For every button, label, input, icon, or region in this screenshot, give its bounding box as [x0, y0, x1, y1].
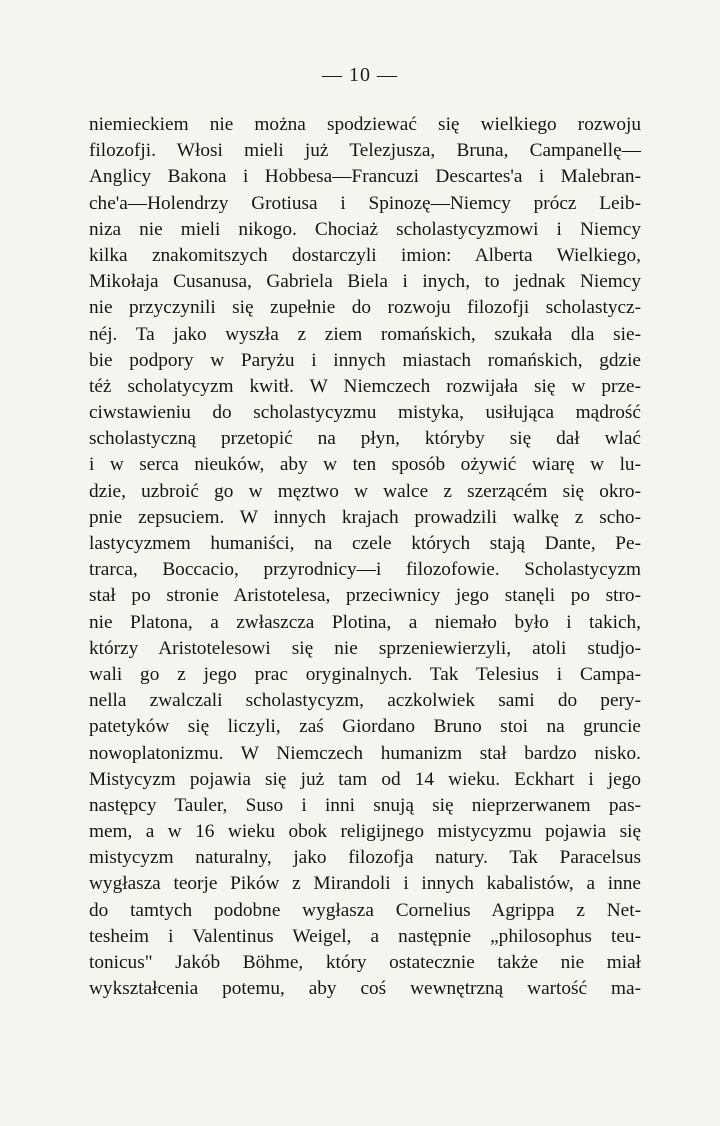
text-line: i w serca nieuków, aby w ten sposób ożywić wiarę w lu-: [89, 454, 641, 476]
text-line: którzy Aristotelesowi się nie sprzeniewierzyli, atoli studjo-: [89, 637, 641, 659]
text-line: kilka znakomitszych dostarczyli imion: Alberta Wielkiego,: [89, 244, 641, 266]
body-text: [89, 112, 641, 1002]
text-line: niemieckiem nie można spodziewać się wielkiego rozwoju: [89, 114, 641, 135]
text-line: niza nie mieli nikogo. Chociaż scholastycyzmowi i Niemcy: [89, 218, 641, 240]
text-line: Anglicy Bakona i Hobbesa—Francuzi Descartes'a i Malebran-: [89, 166, 641, 188]
text-line: nowoplatonizmu. W Niemczech humanizm stał bardzo nisko.: [89, 742, 641, 764]
text-line: tesheim i Valentinus Weigel, a następnie „philosophus teu-: [89, 925, 641, 947]
text-line: Mikołaja Cusanusa, Gabriela Biela i inych, to jednak Niemcy: [89, 271, 641, 293]
text-line: tonicus" Jakób Böhme, który ostatecznie także nie miał: [89, 952, 641, 973]
text-line: bie podpory w Paryżu i innych miastach romańskich, gdzie: [89, 349, 641, 371]
text-line: stał po stronie Aristotelesa, przeciwnicy jego stanęli po stro-: [89, 585, 641, 607]
text-line: nella zwalczali scholastycyzm, aczkolwiek sami do pery-: [89, 690, 641, 712]
text-line: filozofji. Włosi mieli już Telezjusza, Bruna, Campanellę—: [89, 140, 641, 162]
page-number: — 10 —: [322, 64, 398, 86]
text-line: néj. Ta jako wyszła z ziem romańskich, szukała dla sie-: [89, 323, 641, 345]
text-line: do tamtych podobne wygłasza Cornelius Agrippa z Net-: [89, 899, 641, 921]
text-line: następcy Tauler, Suso i inni snują się nieprzerwanem pas-: [89, 794, 641, 816]
text-line: lastycyzmem humaniści, na czele których stają Dante, Pe-: [89, 533, 641, 554]
text-line: téż scholatycyzm kwitł. W Niemczech rozwijała się w prze-: [89, 375, 641, 397]
text-line: trarca, Boccacio, przyrodnicy—i filozofowie. Scholastycyzm: [89, 559, 641, 581]
text-line: patetyków się liczyli, zaś Giordano Bruno stoi na gruncie: [89, 716, 641, 738]
text-line: Mistycyzm pojawia się już tam od 14 wieku. Eckhart i jego: [89, 768, 641, 790]
text-line: che'a—Holendrzy Grotiusa i Spinozę—Niemcy prócz Leib-: [89, 192, 641, 214]
text-line: wykształcenia potemu, aby coś wewnętrzną wartość ma-: [89, 978, 641, 1000]
text-line: wygłasza teorje Pików z Mirandoli i innych kabalistów, a inne: [89, 873, 641, 895]
text-line: wali go z jego prac oryginalnych. Tak Telesius i Campa-: [89, 663, 641, 685]
text-line: scholastyczną przetopić na płyn, któryby się dał wlać: [89, 428, 641, 450]
text-line: pnie zepsuciem. W innych krajach prowadzili walkę z scho-: [89, 506, 641, 528]
text-line: mem, a w 16 wieku obok religijnego mistycyzmu pojawia się: [89, 821, 641, 843]
text-line: mistycyzm naturalny, jako filozofja natury. Tak Paracelsus: [89, 847, 641, 869]
text-line: nie Platona, a zwłaszcza Plotina, a niemało było i takich,: [89, 611, 641, 633]
text-line: nie przyczynili się zupełnie do rozwoju filozofji scholastycz-: [89, 297, 641, 319]
text-line: dzie, uzbroić go w męztwo w walce z szerzącém się okro-: [89, 480, 641, 502]
text-line: ciwstawieniu do scholastycyzmu mistyka, usiłująca mądrość: [89, 402, 641, 424]
